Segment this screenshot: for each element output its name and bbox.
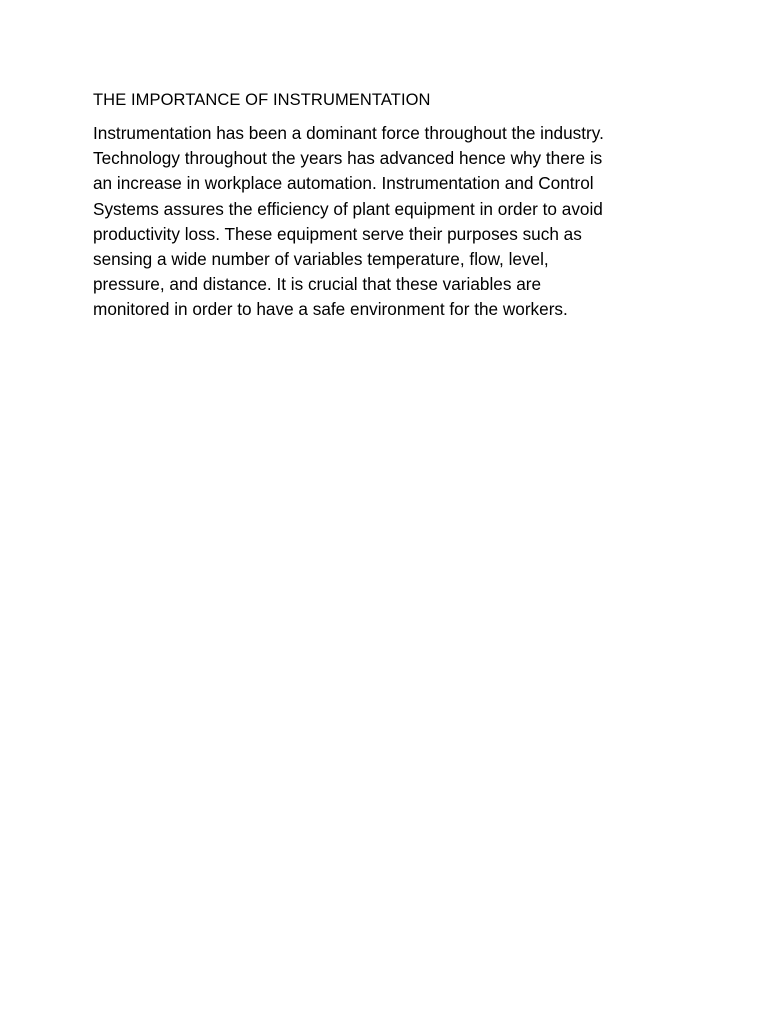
paragraph-line: Technology throughout the years has advanced hence why there is	[93, 148, 603, 169]
paragraph-line: Systems assures the efficiency of plant equipment in order to avoid	[93, 198, 603, 219]
paragraph-line: Instrumentation has been a dominant force throughout the industry.	[93, 123, 604, 143]
body-paragraph	[93, 121, 683, 323]
paragraph-line: sensing a wide number of variables temperature, flow, level,	[93, 249, 549, 270]
paragraph-line: an increase in workplace automation. Instrumentation and Control	[93, 173, 594, 194]
paragraph-line: pressure, and distance. It is crucial that these variables are	[93, 274, 542, 295]
document-content	[93, 88, 683, 323]
paragraph-line: monitored in order to have a safe environment for the workers.	[93, 299, 568, 320]
document-title: THE IMPORTANCE OF INSTRUMENTATION	[93, 91, 431, 109]
paragraph-line: productivity loss. These equipment serve their purposes such as	[93, 223, 582, 244]
